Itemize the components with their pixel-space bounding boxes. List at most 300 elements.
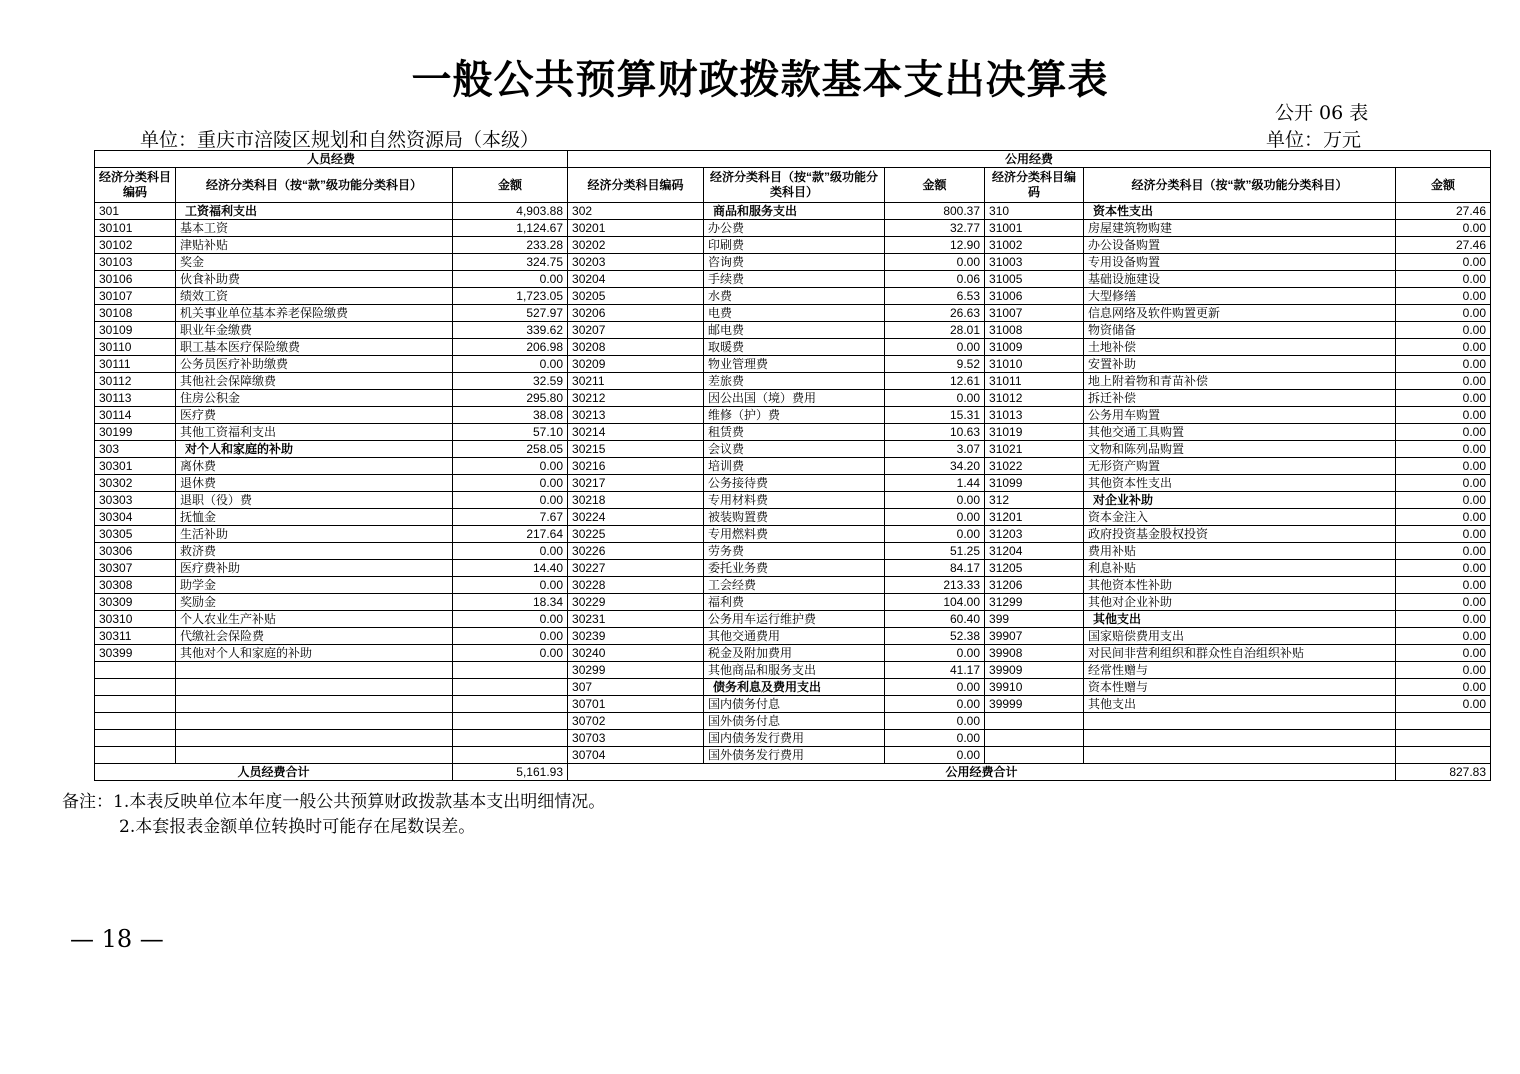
personnel-subject-cell: 职业年金缴费 — [176, 322, 453, 339]
public-code-cell: 302 — [568, 203, 704, 220]
public-code-cell: 30206 — [568, 305, 704, 322]
col-header-subject: 经济分类科目（按“款”级功能分类科目） — [704, 168, 885, 203]
table-row — [95, 628, 1491, 645]
personnel-amount-cell: 0.00 — [453, 271, 568, 288]
public-amount-cell: 10.63 — [885, 424, 985, 441]
capital-subject-cell: 资本性赠与 — [1084, 679, 1396, 696]
capital-code-cell: 39908 — [985, 645, 1084, 662]
personnel-amount-cell: 7.67 — [453, 509, 568, 526]
public-subject-cell: 办公费 — [704, 220, 885, 237]
capital-subject-cell: 其他资本性支出 — [1084, 475, 1396, 492]
expenditure-table — [94, 150, 1491, 781]
table-row — [95, 441, 1491, 458]
personnel-amount-cell: 233.28 — [453, 237, 568, 254]
public-amount-cell: 0.00 — [885, 509, 985, 526]
capital-amount-cell: 0.00 — [1396, 305, 1491, 322]
capital-amount-cell: 0.00 — [1396, 390, 1491, 407]
capital-subject-cell: 其他交通工具购置 — [1084, 424, 1396, 441]
capital-subject-cell: 其他对企业补助 — [1084, 594, 1396, 611]
public-amount-cell: 52.38 — [885, 628, 985, 645]
personnel-subject-cell: 奖励金 — [176, 594, 453, 611]
public-subject-cell: 取暖费 — [704, 339, 885, 356]
public-subject-cell: 福利费 — [704, 594, 885, 611]
public-amount-cell: 0.00 — [885, 492, 985, 509]
public-amount-cell: 0.00 — [885, 679, 985, 696]
public-subject-cell: 物业管理费 — [704, 356, 885, 373]
public-amount-cell: 0.00 — [885, 747, 985, 764]
capital-amount-cell: 0.00 — [1396, 322, 1491, 339]
table-row — [95, 339, 1491, 356]
personnel-amount-cell: 206.98 — [453, 339, 568, 356]
capital-amount-cell: 0.00 — [1396, 611, 1491, 628]
public-total-label: 公用经费合计 — [568, 764, 1396, 781]
personnel-total-amount: 5,161.93 — [453, 764, 568, 781]
public-amount-cell: 0.00 — [885, 730, 985, 747]
public-amount-cell: 12.90 — [885, 237, 985, 254]
public-code-cell: 30201 — [568, 220, 704, 237]
personnel-code-cell: 30102 — [95, 237, 176, 254]
capital-subject-cell: 经常性赠与 — [1084, 662, 1396, 679]
capital-amount-cell: 0.00 — [1396, 356, 1491, 373]
col-header-subject: 经济分类科目（按“款”级功能分类科目） — [176, 168, 453, 203]
capital-code-cell: 31205 — [985, 560, 1084, 577]
table-row — [95, 220, 1491, 237]
capital-subject-cell — [1084, 730, 1396, 747]
table-row — [95, 747, 1491, 764]
capital-code-cell: 39910 — [985, 679, 1084, 696]
capital-amount-cell: 0.00 — [1396, 424, 1491, 441]
public-subject-cell: 国内债务付息 — [704, 696, 885, 713]
personnel-subject-cell: 其他对个人和家庭的补助 — [176, 645, 453, 662]
public-code-cell: 30211 — [568, 373, 704, 390]
col-header-amount: 金额 — [885, 168, 985, 203]
public-code-cell: 30218 — [568, 492, 704, 509]
table-row — [95, 271, 1491, 288]
personnel-subject-cell: 其他社会保障缴费 — [176, 373, 453, 390]
personnel-subject-cell: 退休费 — [176, 475, 453, 492]
capital-code-cell: 31201 — [985, 509, 1084, 526]
personnel-amount-cell — [453, 662, 568, 679]
personnel-subject-cell: 医疗费补助 — [176, 560, 453, 577]
capital-code-cell: 39999 — [985, 696, 1084, 713]
public-subject-cell: 租赁费 — [704, 424, 885, 441]
capital-subject-cell: 地上附着物和青苗补偿 — [1084, 373, 1396, 390]
capital-amount-cell: 0.00 — [1396, 254, 1491, 271]
personnel-amount-cell: 57.10 — [453, 424, 568, 441]
personnel-amount-cell: 0.00 — [453, 475, 568, 492]
table-row — [95, 390, 1491, 407]
table-row — [95, 356, 1491, 373]
capital-code-cell: 31203 — [985, 526, 1084, 543]
capital-subject-cell: 其他支出 — [1084, 611, 1396, 628]
personnel-section-header: 人员经费 — [95, 151, 568, 168]
public-code-cell: 30204 — [568, 271, 704, 288]
capital-amount-cell: 0.00 — [1396, 492, 1491, 509]
capital-code-cell: 31011 — [985, 373, 1084, 390]
capital-amount-cell: 0.00 — [1396, 594, 1491, 611]
capital-amount-cell: 0.00 — [1396, 271, 1491, 288]
personnel-code-cell — [95, 662, 176, 679]
total-row — [95, 764, 1491, 781]
capital-subject-cell: 无形资产购置 — [1084, 458, 1396, 475]
table-row — [95, 475, 1491, 492]
personnel-code-cell: 30108 — [95, 305, 176, 322]
capital-subject-cell: 办公设备购置 — [1084, 237, 1396, 254]
personnel-amount-cell: 4,903.88 — [453, 203, 568, 220]
capital-subject-cell: 公务用车购置 — [1084, 407, 1396, 424]
public-subject-cell: 国外债务发行费用 — [704, 747, 885, 764]
table-row — [95, 526, 1491, 543]
table-row — [95, 696, 1491, 713]
capital-subject-cell: 土地补偿 — [1084, 339, 1396, 356]
public-code-cell: 30217 — [568, 475, 704, 492]
public-subject-cell: 手续费 — [704, 271, 885, 288]
personnel-subject-cell — [176, 747, 453, 764]
capital-subject-cell — [1084, 713, 1396, 730]
capital-code-cell: 31008 — [985, 322, 1084, 339]
public-amount-cell: 12.61 — [885, 373, 985, 390]
capital-code-cell: 39909 — [985, 662, 1084, 679]
capital-amount-cell: 0.00 — [1396, 288, 1491, 305]
personnel-amount-cell: 0.00 — [453, 577, 568, 594]
capital-amount-cell: 0.00 — [1396, 339, 1491, 356]
col-header-code: 经济分类科目编码 — [568, 168, 704, 203]
col-header-amount: 金额 — [1396, 168, 1491, 203]
personnel-subject-cell: 职工基本医疗保险缴费 — [176, 339, 453, 356]
capital-amount-cell: 0.00 — [1396, 526, 1491, 543]
public-subject-cell: 印刷费 — [704, 237, 885, 254]
capital-amount-cell — [1396, 730, 1491, 747]
personnel-code-cell — [95, 747, 176, 764]
table-row — [95, 237, 1491, 254]
capital-amount-cell: 0.00 — [1396, 373, 1491, 390]
public-code-cell: 30704 — [568, 747, 704, 764]
public-amount-cell: 60.40 — [885, 611, 985, 628]
public-code-cell: 30703 — [568, 730, 704, 747]
public-subject-cell: 其他商品和服务支出 — [704, 662, 885, 679]
personnel-subject-cell: 助学金 — [176, 577, 453, 594]
public-amount-cell: 0.00 — [885, 390, 985, 407]
capital-subject-cell — [1084, 747, 1396, 764]
capital-amount-cell: 0.00 — [1396, 645, 1491, 662]
capital-amount-cell: 0.00 — [1396, 441, 1491, 458]
table-row — [95, 645, 1491, 662]
col-header-amount: 金额 — [453, 168, 568, 203]
personnel-amount-cell — [453, 730, 568, 747]
capital-subject-cell: 其他支出 — [1084, 696, 1396, 713]
capital-code-cell: 310 — [985, 203, 1084, 220]
capital-code-cell: 31007 — [985, 305, 1084, 322]
public-amount-cell: 9.52 — [885, 356, 985, 373]
personnel-amount-cell — [453, 747, 568, 764]
personnel-amount-cell: 324.75 — [453, 254, 568, 271]
table-row — [95, 305, 1491, 322]
public-amount-cell: 32.77 — [885, 220, 985, 237]
capital-code-cell: 31206 — [985, 577, 1084, 594]
capital-code-cell: 31002 — [985, 237, 1084, 254]
table-row — [95, 458, 1491, 475]
public-code-cell: 30231 — [568, 611, 704, 628]
public-code-cell: 30227 — [568, 560, 704, 577]
capital-amount-cell: 0.00 — [1396, 577, 1491, 594]
personnel-subject-cell: 公务员医疗补助缴费 — [176, 356, 453, 373]
capital-code-cell: 31019 — [985, 424, 1084, 441]
public-code-cell: 30215 — [568, 441, 704, 458]
personnel-code-cell: 30199 — [95, 424, 176, 441]
public-amount-cell: 6.53 — [885, 288, 985, 305]
public-code-cell: 30299 — [568, 662, 704, 679]
public-subject-cell: 公务用车运行维护费 — [704, 611, 885, 628]
capital-subject-cell: 大型修缮 — [1084, 288, 1396, 305]
capital-amount-cell: 0.00 — [1396, 662, 1491, 679]
capital-code-cell: 31006 — [985, 288, 1084, 305]
personnel-code-cell: 30109 — [95, 322, 176, 339]
personnel-amount-cell: 0.00 — [453, 645, 568, 662]
capital-subject-cell: 基础设施建设 — [1084, 271, 1396, 288]
personnel-amount-cell: 217.64 — [453, 526, 568, 543]
table-row — [95, 373, 1491, 390]
capital-amount-cell — [1396, 747, 1491, 764]
public-code-cell: 307 — [568, 679, 704, 696]
capital-subject-cell: 资本金注入 — [1084, 509, 1396, 526]
capital-code-cell: 31299 — [985, 594, 1084, 611]
public-code-cell: 30205 — [568, 288, 704, 305]
table-row — [95, 492, 1491, 509]
public-code-cell: 30229 — [568, 594, 704, 611]
personnel-amount-cell: 0.00 — [453, 611, 568, 628]
note-1: 备注：1.本表反映单位本年度一般公共预算财政拨款基本支出明细情况。 — [62, 792, 606, 812]
public-amount-cell: 104.00 — [885, 594, 985, 611]
personnel-code-cell — [95, 730, 176, 747]
public-amount-cell: 800.37 — [885, 203, 985, 220]
capital-amount-cell: 0.00 — [1396, 407, 1491, 424]
capital-subject-cell: 文物和陈列品购置 — [1084, 441, 1396, 458]
capital-code-cell: 31010 — [985, 356, 1084, 373]
table-number: 公开 06 表 — [1275, 102, 1369, 124]
public-code-cell: 30702 — [568, 713, 704, 730]
personnel-subject-cell: 伙食补助费 — [176, 271, 453, 288]
public-subject-cell: 差旅费 — [704, 373, 885, 390]
public-amount-cell: 1.44 — [885, 475, 985, 492]
capital-code-cell: 31099 — [985, 475, 1084, 492]
note-2: 2.本套报表金额单位转换时可能存在尾数误差。 — [119, 817, 476, 837]
table-body — [95, 203, 1491, 764]
personnel-code-cell: 30311 — [95, 628, 176, 645]
personnel-amount-cell: 339.62 — [453, 322, 568, 339]
public-amount-cell: 15.31 — [885, 407, 985, 424]
public-amount-cell: 3.07 — [885, 441, 985, 458]
table-row — [95, 543, 1491, 560]
personnel-code-cell: 30114 — [95, 407, 176, 424]
table-row — [95, 407, 1491, 424]
public-amount-cell: 0.00 — [885, 526, 985, 543]
public-code-cell: 30213 — [568, 407, 704, 424]
public-subject-cell: 税金及附加费用 — [704, 645, 885, 662]
personnel-subject-cell — [176, 662, 453, 679]
public-code-cell: 30225 — [568, 526, 704, 543]
table-row — [95, 560, 1491, 577]
public-amount-cell: 41.17 — [885, 662, 985, 679]
capital-amount-cell: 0.00 — [1396, 628, 1491, 645]
capital-code-cell — [985, 713, 1084, 730]
public-subject-cell: 商品和服务支出 — [704, 203, 885, 220]
personnel-amount-cell: 0.00 — [453, 458, 568, 475]
personnel-code-cell: 30399 — [95, 645, 176, 662]
personnel-code-cell: 30112 — [95, 373, 176, 390]
personnel-subject-cell: 离休费 — [176, 458, 453, 475]
public-subject-cell: 会议费 — [704, 441, 885, 458]
capital-amount-cell: 27.46 — [1396, 237, 1491, 254]
capital-amount-cell: 0.00 — [1396, 696, 1491, 713]
page-number: — 18 — — [70, 925, 164, 953]
table-row — [95, 288, 1491, 305]
table-row — [95, 254, 1491, 271]
public-amount-cell: 0.00 — [885, 254, 985, 271]
public-amount-cell: 34.20 — [885, 458, 985, 475]
personnel-amount-cell: 527.97 — [453, 305, 568, 322]
personnel-code-cell: 30310 — [95, 611, 176, 628]
table-row — [95, 730, 1491, 747]
capital-code-cell: 31013 — [985, 407, 1084, 424]
public-subject-cell: 其他交通费用 — [704, 628, 885, 645]
unit-currency: 单位：万元 — [1266, 129, 1362, 151]
public-amount-cell: 28.01 — [885, 322, 985, 339]
capital-subject-cell: 拆迁补偿 — [1084, 390, 1396, 407]
capital-code-cell: 399 — [985, 611, 1084, 628]
capital-amount-cell: 0.00 — [1396, 560, 1491, 577]
public-subject-cell: 工会经费 — [704, 577, 885, 594]
table-row — [95, 509, 1491, 526]
personnel-subject-cell: 工资福利支出 — [176, 203, 453, 220]
personnel-code-cell: 303 — [95, 441, 176, 458]
capital-code-cell — [985, 730, 1084, 747]
personnel-code-cell: 301 — [95, 203, 176, 220]
public-amount-cell: 26.63 — [885, 305, 985, 322]
capital-code-cell: 31204 — [985, 543, 1084, 560]
capital-code-cell: 31012 — [985, 390, 1084, 407]
personnel-code-cell: 30111 — [95, 356, 176, 373]
public-subject-cell: 委托业务费 — [704, 560, 885, 577]
personnel-amount-cell — [453, 696, 568, 713]
personnel-code-cell: 30303 — [95, 492, 176, 509]
capital-subject-cell: 利息补贴 — [1084, 560, 1396, 577]
capital-subject-cell: 信息网络及软件购置更新 — [1084, 305, 1396, 322]
table-row — [95, 662, 1491, 679]
public-subject-cell: 咨询费 — [704, 254, 885, 271]
capital-code-cell: 312 — [985, 492, 1084, 509]
public-total-amount: 827.83 — [1396, 764, 1491, 781]
personnel-subject-cell: 生活补助 — [176, 526, 453, 543]
capital-code-cell: 31001 — [985, 220, 1084, 237]
personnel-subject-cell: 救济费 — [176, 543, 453, 560]
capital-amount-cell: 0.00 — [1396, 509, 1491, 526]
capital-subject-cell: 安置补助 — [1084, 356, 1396, 373]
public-code-cell: 30202 — [568, 237, 704, 254]
public-subject-cell: 培训费 — [704, 458, 885, 475]
capital-subject-cell: 专用设备购置 — [1084, 254, 1396, 271]
public-subject-cell: 公务接待费 — [704, 475, 885, 492]
capital-code-cell: 31003 — [985, 254, 1084, 271]
personnel-subject-cell: 住房公积金 — [176, 390, 453, 407]
capital-amount-cell: 0.00 — [1396, 543, 1491, 560]
notes — [62, 790, 605, 840]
table-row — [95, 679, 1491, 696]
capital-subject-cell: 物资储备 — [1084, 322, 1396, 339]
personnel-amount-cell: 0.00 — [453, 492, 568, 509]
personnel-code-cell: 30106 — [95, 271, 176, 288]
capital-subject-cell: 房屋建筑物购建 — [1084, 220, 1396, 237]
public-subject-cell: 国外债务付息 — [704, 713, 885, 730]
personnel-amount-cell: 258.05 — [453, 441, 568, 458]
personnel-amount-cell: 0.00 — [453, 356, 568, 373]
personnel-subject-cell — [176, 730, 453, 747]
personnel-amount-cell: 32.59 — [453, 373, 568, 390]
public-amount-cell: 0.06 — [885, 271, 985, 288]
personnel-subject-cell: 其他工资福利支出 — [176, 424, 453, 441]
public-subject-cell: 专用材料费 — [704, 492, 885, 509]
public-amount-cell: 213.33 — [885, 577, 985, 594]
table-row — [95, 611, 1491, 628]
capital-amount-cell: 0.00 — [1396, 679, 1491, 696]
public-amount-cell: 0.00 — [885, 339, 985, 356]
personnel-amount-cell — [453, 679, 568, 696]
public-subject-cell: 因公出国（境）费用 — [704, 390, 885, 407]
public-amount-cell: 0.00 — [885, 645, 985, 662]
capital-code-cell: 31022 — [985, 458, 1084, 475]
col-header-subject: 经济分类科目（按“款”级功能分类科目） — [1084, 168, 1396, 203]
personnel-code-cell: 30306 — [95, 543, 176, 560]
personnel-subject-cell: 奖金 — [176, 254, 453, 271]
personnel-amount-cell: 18.34 — [453, 594, 568, 611]
public-code-cell: 30701 — [568, 696, 704, 713]
unit-organization: 单位：重庆市涪陵区规划和自然资源局（本级） — [140, 129, 540, 151]
personnel-subject-cell: 机关事业单位基本养老保险缴费 — [176, 305, 453, 322]
capital-code-cell — [985, 747, 1084, 764]
capital-subject-cell: 其他资本性补助 — [1084, 577, 1396, 594]
public-subject-cell: 被装购置费 — [704, 509, 885, 526]
personnel-amount-cell: 0.00 — [453, 543, 568, 560]
capital-subject-cell: 资本性支出 — [1084, 203, 1396, 220]
capital-subject-cell: 对民间非营利组织和群众性自治组织补贴 — [1084, 645, 1396, 662]
personnel-subject-cell: 个人农业生产补贴 — [176, 611, 453, 628]
personnel-code-cell: 30309 — [95, 594, 176, 611]
public-subject-cell: 维修（护）费 — [704, 407, 885, 424]
col-header-code: 经济分类科目编码 — [95, 168, 176, 203]
public-code-cell: 30203 — [568, 254, 704, 271]
capital-amount-cell: 0.00 — [1396, 475, 1491, 492]
table-row — [95, 594, 1491, 611]
personnel-code-cell: 30113 — [95, 390, 176, 407]
capital-subject-cell: 国家赔偿费用支出 — [1084, 628, 1396, 645]
capital-subject-cell: 政府投资基金股权投资 — [1084, 526, 1396, 543]
personnel-code-cell: 30302 — [95, 475, 176, 492]
public-code-cell: 30214 — [568, 424, 704, 441]
public-code-cell: 30224 — [568, 509, 704, 526]
personnel-code-cell — [95, 696, 176, 713]
capital-subject-cell: 对企业补助 — [1084, 492, 1396, 509]
capital-code-cell: 31021 — [985, 441, 1084, 458]
public-subject-cell: 劳务费 — [704, 543, 885, 560]
personnel-code-cell: 30301 — [95, 458, 176, 475]
personnel-subject-cell — [176, 679, 453, 696]
public-code-cell: 30239 — [568, 628, 704, 645]
personnel-code-cell: 30107 — [95, 288, 176, 305]
public-code-cell: 30209 — [568, 356, 704, 373]
personnel-amount-cell: 1,723.05 — [453, 288, 568, 305]
personnel-subject-cell — [176, 696, 453, 713]
table-row — [95, 424, 1491, 441]
personnel-subject-cell — [176, 713, 453, 730]
